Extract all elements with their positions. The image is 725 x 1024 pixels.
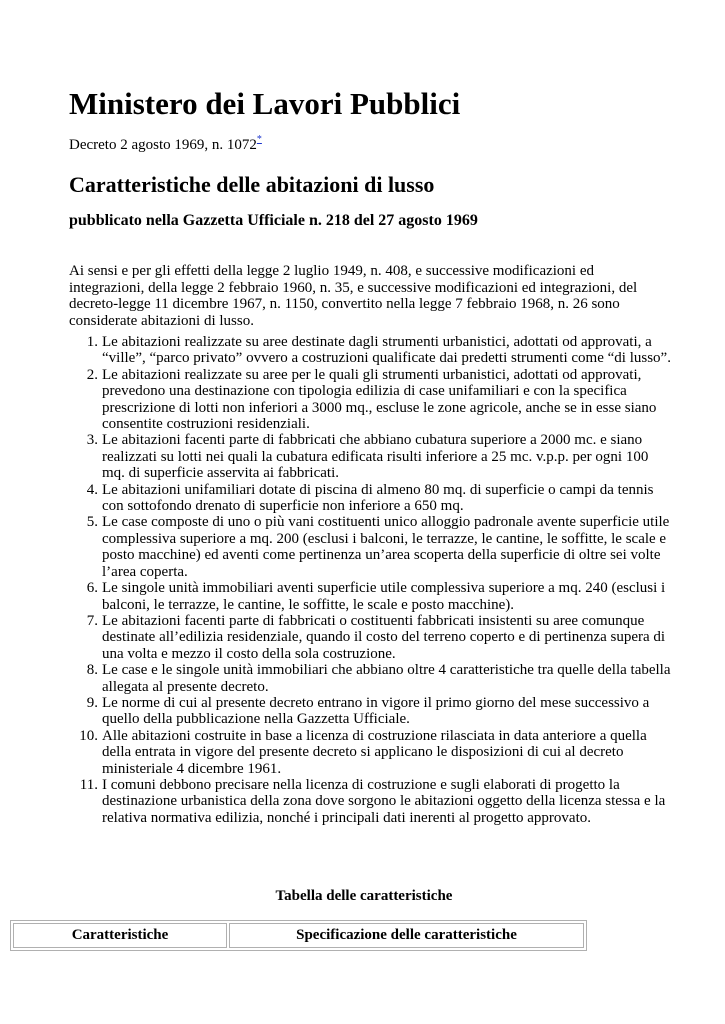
article-text-line: realizzati su lotti nei quali la cubatura edificata risulti inferiore a 25 mc. v.p.p. per ogni 100: [102, 448, 649, 465]
intro-paragraph: [69, 263, 659, 329]
article-text-line: l’area coperta.: [102, 563, 188, 580]
article-item: [69, 580, 669, 613]
article-number: 6.: [86, 580, 98, 597]
article-item: [69, 662, 669, 695]
article-text-line: Le abitazioni facenti parte di fabbricati che abbiano cubatura superiore a 2000 mc. e siano: [102, 432, 643, 449]
article-text-line: mq. di superficie asservita ai fabbricati.: [102, 465, 339, 482]
article-number: 1.: [86, 334, 98, 350]
article-text-line: allegata al presente decreto.: [102, 678, 269, 695]
intro-line: decreto-legge 11 dicembre 1967, n. 1150, convertito nella legge 7 febbraio 1968, n. 26 sono: [69, 296, 620, 312]
article-number: 3.: [86, 432, 98, 449]
article-text-line: con sottofondo drenato di superficie non inferiore a 650 mq.: [102, 498, 464, 515]
article-text-line: prescrizione di lotti non inferiori a 3000 mq., escluse le zone agricole, anche se in esse siano: [102, 399, 657, 416]
column-header-specification: Specificazione delle caratteristiche: [229, 923, 584, 948]
article-number: 8.: [86, 662, 98, 679]
article-text-line: Le abitazioni facenti parte di fabbricati o costituenti fabbricati insistenti su aree comunque: [102, 612, 645, 629]
article-text-line: Alle abitazioni costruite in base a licenza di costruzione rilasciata in data anteriore a quella: [102, 727, 647, 744]
table-caption: Tabella delle caratteristiche: [275, 888, 453, 904]
article-text-line: posto macchine) ed aventi come pertinenza un’area scoperta della superficie di oltre sei volte: [102, 547, 661, 564]
article-text-line: I comuni debbono precisare nella licenza di costruzione e sugli elaborati di progetto la: [102, 776, 620, 793]
decree-text: Decreto 2 agosto 1969, n. 1072: [69, 137, 257, 153]
article-text-line: Le singole unità immobiliari aventi superficie utile complessiva superiore a mq. 240 (esclusi i: [102, 580, 666, 597]
article-text-line: destinazione urbanistica della zona dove sorgono le abitazioni oggetto della licenza stessa e la: [102, 793, 666, 810]
article-text-line: quello della pubblicazione nella Gazzetta Ufficiale.: [102, 711, 410, 728]
article-text-line: ministeriale 4 dicembre 1961.: [102, 760, 282, 777]
article-item: [69, 514, 669, 580]
document-title: Ministero dei Lavori Pubblici: [69, 86, 461, 121]
article-item: [69, 432, 669, 481]
article-item: [69, 613, 669, 662]
intro-line: considerate abitazioni di lusso.: [69, 312, 254, 329]
table-header-row: [13, 923, 584, 948]
article-number: 5.: [86, 514, 98, 531]
article-text-line: balconi, le terrazze, le cantine, le soffitte, le scale e posto macchine).: [102, 596, 515, 613]
article-number: 10.: [79, 727, 98, 744]
article-text-line: complessiva superiore a mq. 200 (esclusi i balconi, le terrazze, le cantine, le soffitte, le scale e: [102, 530, 667, 547]
article-text-line: Le case e le singole unità immobiliari che abbiano oltre 4 caratteristiche tra quelle della tabella: [102, 662, 671, 679]
article-text-line: “ville”, “parco privato” ovvero a costruzioni qualificate dai predetti strumenti come “di lusso”.: [102, 350, 671, 367]
decree-reference: [69, 136, 262, 154]
article-text-line: della entrata in vigore del presente decreto si applicano le disposizioni di cui al decreto: [102, 744, 624, 761]
document-subject: Caratteristiche delle abitazioni di lusso: [69, 172, 435, 197]
article-text-line: destinate all’edilizia residenziale, quando il costo del terreno coperto e di pertinenza supera di: [102, 629, 666, 646]
article-text-line: Le norme di cui al presente decreto entrano in vigore il primo giorno del mese successivo a: [102, 694, 650, 711]
article-text-line: una volta e mezzo il costo della sola costruzione.: [102, 645, 396, 662]
article-item: [69, 367, 669, 433]
publication-note: pubblicato nella Gazzetta Ufficiale n. 218 del 27 agosto 1969: [69, 212, 478, 229]
article-item: [69, 695, 669, 728]
features-table: [10, 920, 587, 951]
article-text-line: Le abitazioni realizzate su aree per le quali gli strumenti urbanistici, adottati od approvati,: [102, 366, 642, 383]
article-number: 4.: [86, 481, 98, 498]
article-item: [69, 482, 669, 515]
footnote-link[interactable]: *: [256, 134, 262, 145]
article-text-line: relativa normativa edilizia, nonché i principali dati inerenti al progetto approvato.: [102, 809, 591, 826]
article-text-line: Le abitazioni unifamiliari dotate di piscina di almeno 80 mq. di superficie o campi da tennis: [102, 481, 654, 498]
articles-list: [69, 334, 669, 826]
article-item: [69, 728, 669, 777]
article-text-line: Le abitazioni realizzate su aree destinate dagli strumenti urbanistici, adottati od approvati, a: [102, 334, 652, 350]
article-number: 9.: [86, 694, 98, 711]
article-number: 2.: [86, 366, 98, 383]
column-header-characteristics: Caratteristiche: [13, 923, 227, 948]
article-text-line: Le case composte di uno o più vani costituenti unico alloggio padronale avente superficie utile: [102, 514, 670, 531]
article-number: 11.: [79, 776, 98, 793]
article-item: [69, 777, 669, 826]
intro-line: Ai sensi e per gli effetti della legge 2 luglio 1949, n. 408, e successive modificazioni ed: [69, 263, 594, 279]
article-item: [69, 334, 669, 367]
article-text-line: prevedono una destinazione con tipologia edilizia di case unifamiliari e con la specifica: [102, 383, 627, 400]
intro-line: integrazioni, della legge 2 febbraio 1960, n. 35, e successive modificazioni ed integrazioni, del: [69, 279, 638, 296]
article-number: 7.: [86, 612, 98, 629]
article-text-line: consentite costruzioni residenziali.: [102, 416, 310, 433]
